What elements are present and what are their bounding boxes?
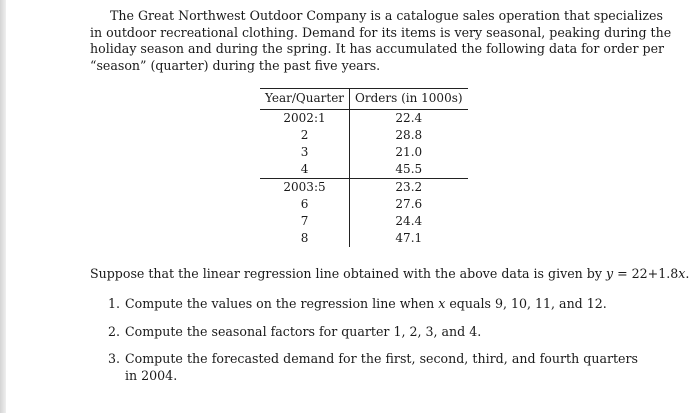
regression-var-x: x (678, 266, 686, 281)
quarter-cell: 3 (260, 144, 350, 161)
intro-paragraph (90, 8, 672, 75)
question-text-after: equals 9, 10, 11, and 12. (445, 296, 607, 311)
orders-cell: 22.4 (395, 111, 423, 125)
table-row (260, 161, 468, 179)
table-row (260, 196, 468, 213)
question-list (108, 296, 638, 395)
regression-var-y: y (605, 266, 614, 281)
question-item (108, 324, 638, 341)
question-text (125, 351, 638, 384)
table-row (260, 230, 468, 247)
orders-cell: 24.4 (395, 214, 423, 228)
orders-cell: 21.0 (395, 145, 423, 159)
question-var: x (438, 296, 446, 311)
quarter-cell: 2 (260, 127, 350, 144)
question-text (125, 296, 638, 313)
orders-cell: 47.1 (395, 231, 423, 245)
intro-line: The Great Northwest Outdoor Company is a catalogue sales operation that specializes (110, 8, 663, 23)
orders-cell: 27.6 (395, 197, 423, 211)
quarter-cell: 2002:1 (260, 110, 350, 128)
question-number: 1. (108, 296, 121, 311)
quarter-cell: 7 (260, 213, 350, 230)
intro-line: in outdoor recreational clothing. Demand for its items is very seasonal, peaking during the (90, 24, 672, 40)
table-row (260, 110, 468, 128)
quarter-cell: 8 (260, 230, 350, 247)
header-orders: Orders (in 1000s) (350, 89, 468, 110)
orders-cell: 28.8 (395, 128, 423, 142)
header-year-quarter: Year/Quarter (260, 89, 350, 110)
regression-statement (90, 266, 689, 282)
orders-table (260, 88, 468, 247)
intro-line: “season” (quarter) during the past five years. (90, 58, 381, 74)
quarter-cell: 2003:5 (260, 179, 350, 197)
intro-line: holiday season and during the spring. It has accumulated the following data for order per (90, 41, 665, 57)
quarter-cell: 6 (260, 196, 350, 213)
regression-prefix: Suppose that the linear regression line obtained with the above data is given by (90, 266, 606, 281)
orders-cell: 23.2 (350, 179, 468, 197)
table-row (260, 213, 468, 230)
question-item (108, 351, 638, 384)
table-header-row (260, 89, 468, 110)
table-row (260, 179, 468, 197)
question-text-before: Compute the forecasted demand for the first, second, third, and fourth quarters in 2004. (125, 351, 638, 383)
table-row (260, 127, 468, 144)
regression-suffix: . (685, 266, 690, 281)
quarter-cell: 4 (260, 161, 350, 179)
page-left-edge (0, 0, 6, 413)
question-number: 3. (108, 351, 121, 366)
regression-equation: = 22+1.8 (613, 266, 679, 281)
question-number: 2. (108, 323, 121, 339)
question-text (125, 324, 638, 341)
orders-cell: 45.5 (395, 162, 423, 176)
question-text-before: Compute the seasonal factors for quarter 1, 2, 3, and 4. (125, 323, 482, 339)
table-row (260, 144, 468, 161)
question-item (108, 296, 638, 313)
question-text-before: Compute the values on the regression line when (125, 296, 439, 311)
